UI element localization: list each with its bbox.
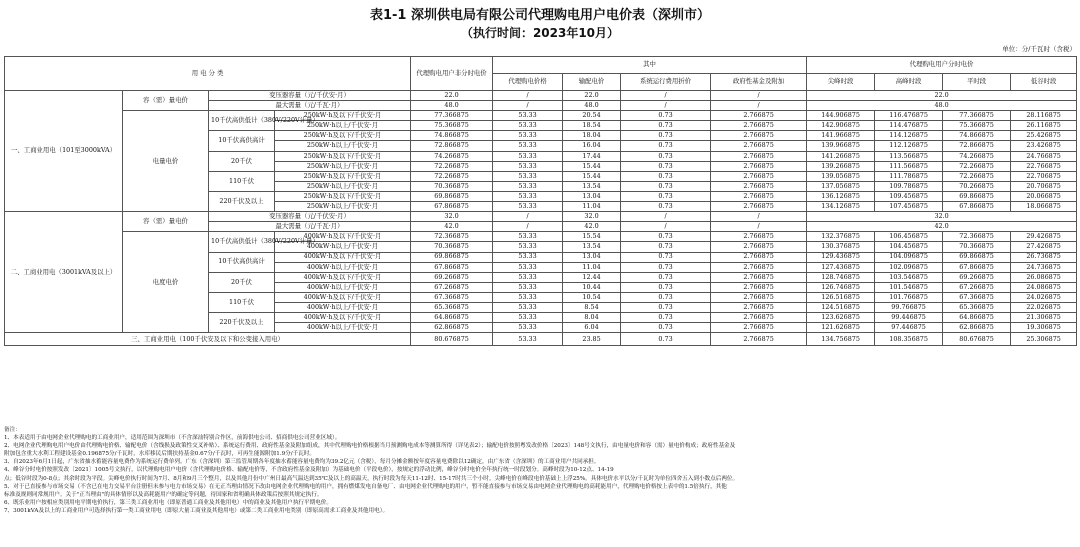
total-row xyxy=(5,333,1077,346)
cell-purchase: 53.33 xyxy=(493,282,563,292)
usage-tier-label: 400kW·h及以下/千伏安·月 xyxy=(275,292,411,302)
cell-valley: 27.426875 xyxy=(1011,242,1077,252)
cell-fund: 2.766875 xyxy=(711,111,807,121)
capacity-row xyxy=(5,91,1077,101)
cell-fund: 2.766875 xyxy=(711,272,807,282)
cell-peak: 139.266875 xyxy=(807,161,875,171)
cell-high: 109.786875 xyxy=(875,181,943,191)
cell-system: 0.73 xyxy=(621,252,711,262)
cell-fund: 2.766875 xyxy=(711,262,807,272)
cell-purchase: 53.33 xyxy=(493,333,563,346)
cell-fund: 2.766875 xyxy=(711,161,807,171)
header-valley: 低谷时段 xyxy=(1011,74,1077,91)
cell-flat: 67.266875 xyxy=(943,282,1011,292)
voltage-group-label: 20千伏 xyxy=(209,151,275,171)
cell-valley: 23.426875 xyxy=(1011,141,1077,151)
cell-non-tou: 67.866875 xyxy=(411,202,493,212)
cell-tou-merged: 22.0 xyxy=(807,91,1077,101)
header-fund: 政府性基金及附加 xyxy=(711,74,807,91)
cell-peak: 123.626875 xyxy=(807,313,875,323)
cell-non-tou: 72.866875 xyxy=(411,141,493,151)
unit-label: 单位：分/千瓦时（含税） xyxy=(1002,45,1076,53)
cell-system: / xyxy=(621,91,711,101)
cell-tou-merged: 42.0 xyxy=(807,222,1077,232)
cell-high: 104.096875 xyxy=(875,252,943,262)
cell-tou-merged: 48.0 xyxy=(807,101,1077,111)
cell-transmission: 15.44 xyxy=(563,161,621,171)
document-subtitle: （执行时间：2023年10月） xyxy=(460,26,620,40)
cell-purchase: 53.33 xyxy=(493,202,563,212)
note-line: 标准及规则同常规用户。关于"正当理由"的具体情形以及高耗能用户的确定等问题，待国家和省明确具体政策后按照其规定执行。 xyxy=(4,491,323,498)
header-purchase: 代理购电价格 xyxy=(493,74,563,91)
cell-fund: 2.766875 xyxy=(711,151,807,161)
cell-flat: 74.866875 xyxy=(943,131,1011,141)
cell-flat: 80.676875 xyxy=(943,333,1011,346)
cell-system: 0.73 xyxy=(621,262,711,272)
cell-system: 0.73 xyxy=(621,161,711,171)
cell-transmission: 32.0 xyxy=(563,212,621,222)
cell-purchase: 53.33 xyxy=(493,242,563,252)
cell-transmission: 13.54 xyxy=(563,181,621,191)
cell-flat: 70.366875 xyxy=(943,242,1011,252)
cell-fund: 2.766875 xyxy=(711,181,807,191)
cell-transmission: 23.85 xyxy=(563,333,621,346)
cell-transmission: 13.54 xyxy=(563,242,621,252)
cell-high: 114.126875 xyxy=(875,131,943,141)
cell-high: 103.546875 xyxy=(875,272,943,282)
cell-non-tou: 69.866875 xyxy=(411,191,493,201)
cell-system: 0.73 xyxy=(621,292,711,302)
usage-tier-label: 400kW·h及以下/千伏安·月 xyxy=(275,232,411,242)
cell-fund: / xyxy=(711,222,807,232)
cell-system: 0.73 xyxy=(621,333,711,346)
capacity-label: 容（需）量电价 xyxy=(123,91,209,111)
header-peak: 尖峰时段 xyxy=(807,74,875,91)
cell-transmission: 18.54 xyxy=(563,121,621,131)
cell-non-tou: 67.866875 xyxy=(411,262,493,272)
cell-transmission: 15.54 xyxy=(563,232,621,242)
cell-valley: 25.426875 xyxy=(1011,131,1077,141)
cell-peak: 134.756875 xyxy=(807,333,875,346)
cell-valley: 22.026875 xyxy=(1011,302,1077,312)
usage-tier-label: 400kW·h及以下/千伏安·月 xyxy=(275,252,411,262)
cell-system: 0.73 xyxy=(621,191,711,201)
cell-peak: 129.436875 xyxy=(807,252,875,262)
cell-system: / xyxy=(621,212,711,222)
voltage-group-label: 220千伏及以上 xyxy=(209,313,275,333)
usage-tier-label: 400kW·h以上/千伏安·月 xyxy=(275,282,411,292)
cell-non-tou: 69.266875 xyxy=(411,272,493,282)
cell-purchase: 53.33 xyxy=(493,262,563,272)
cell-peak: 134.126875 xyxy=(807,202,875,212)
usage-tier-label: 250kW·h及以下/千伏安·月 xyxy=(275,131,411,141)
cell-non-tou: 62.866875 xyxy=(411,323,493,333)
cell-transmission: 18.04 xyxy=(563,131,621,141)
cell-system: / xyxy=(621,222,711,232)
cell-purchase: 53.33 xyxy=(493,191,563,201)
cell-system: 0.73 xyxy=(621,302,711,312)
cell-flat: 67.866875 xyxy=(943,262,1011,272)
cell-system: 0.73 xyxy=(621,232,711,242)
cell-valley: 28.116875 xyxy=(1011,111,1077,121)
usage-tier-label: 400kW·h以上/千伏安·月 xyxy=(275,302,411,312)
cell-non-tou: 64.866875 xyxy=(411,313,493,323)
cell-fund: 2.766875 xyxy=(711,282,807,292)
voltage-group-label: 220千伏及以上 xyxy=(209,191,275,211)
capacity-item-label: 最大需量（元/千瓦·月） xyxy=(209,222,411,232)
cell-flat: 67.866875 xyxy=(943,202,1011,212)
note-line: 4、峰谷分时电价按照发改〔2021〕1005号文执行，以代理购电用户电价（含代理购电价格、输配电价等，不含政府性基金及附加）为基础电价（平段电价），按规定的浮动比例，峰谷分时电价全年执行统一时段划分。高峰时段为10-12点、14-19 xyxy=(4,467,614,474)
cell-valley: 22.706875 xyxy=(1011,171,1077,181)
note-line: 附加包含重大水利工程建设基金0.196875分/千瓦时，水库移民后期扶持基金0.67分/千瓦时，可再生能源附加1.9分/千瓦时。 xyxy=(4,451,316,458)
voltage-group-label: 10千伏高供低计（380V/220V计量） xyxy=(209,232,275,252)
cell-purchase: 53.33 xyxy=(493,232,563,242)
header-non-tou: 代理购电用户非分时电价 xyxy=(411,57,493,91)
note-line: 2、电网企业代理购电用户电价由代理购电价格、输配电价（含线损及政策性交叉补贴）、系统运行费用、政府性基金及附加组成，其中代理购电价格根据当月预测购电成本等测算所得（详见表2）；输配电价按照粤发改价格〔2023〕148号文执行，由电量电价和容（需）量电价构成；政府性基金及 xyxy=(4,443,736,450)
cell-transmission: 20.54 xyxy=(563,111,621,121)
cell-high: 114.476875 xyxy=(875,121,943,131)
cell-fund: 2.766875 xyxy=(711,252,807,262)
cell-fund: 2.766875 xyxy=(711,171,807,181)
cell-purchase: 53.33 xyxy=(493,151,563,161)
cell-high: 116.476875 xyxy=(875,111,943,121)
cell-purchase: 53.33 xyxy=(493,323,563,333)
cell-peak: 126.746875 xyxy=(807,282,875,292)
cell-peak: 124.516875 xyxy=(807,302,875,312)
cell-system: 0.73 xyxy=(621,272,711,282)
usage-tier-label: 250kW·h以上/千伏安·月 xyxy=(275,161,411,171)
cell-peak: 141.266875 xyxy=(807,151,875,161)
cell-high: 99.446875 xyxy=(875,313,943,323)
cell-non-tou: 65.366875 xyxy=(411,302,493,312)
cell-purchase: 53.33 xyxy=(493,121,563,131)
cell-purchase: 53.33 xyxy=(493,272,563,282)
usage-tier-label: 250kW·h以上/千伏安·月 xyxy=(275,141,411,151)
cell-transmission: 11.04 xyxy=(563,262,621,272)
note-line: 7、3001kVA及以上的工商业用户可选择执行第一类工商业用电（即原大量工商业及其他用电）或第二类工商业用电类别（即原高需求工商业及其他用电）。 xyxy=(4,507,389,514)
cell-high: 107.456875 xyxy=(875,202,943,212)
cell-fund: 2.766875 xyxy=(711,323,807,333)
cell-high: 112.126875 xyxy=(875,141,943,151)
cell-transmission: 15.44 xyxy=(563,171,621,181)
cell-valley: 19.306875 xyxy=(1011,323,1077,333)
cell-valley: 18.066875 xyxy=(1011,202,1077,212)
cell-high: 111.566875 xyxy=(875,161,943,171)
cell-high: 101.766875 xyxy=(875,292,943,302)
usage-tier-label: 250kW·h及以下/千伏安·月 xyxy=(275,111,411,121)
cell-non-tou: 80.676875 xyxy=(411,333,493,346)
cell-purchase: / xyxy=(493,212,563,222)
header-system: 系统运行费用折价 xyxy=(621,74,711,91)
cell-purchase: 53.33 xyxy=(493,302,563,312)
tariff-row xyxy=(5,111,1077,121)
cell-tou-merged: 32.0 xyxy=(807,212,1077,222)
cell-flat: 70.266875 xyxy=(943,181,1011,191)
usage-tier-label: 400kW·h以上/千伏安·月 xyxy=(275,262,411,272)
cell-fund: 2.766875 xyxy=(711,131,807,141)
cell-flat: 72.866875 xyxy=(943,141,1011,151)
cell-peak: 127.436875 xyxy=(807,262,875,272)
cell-valley: 29.426875 xyxy=(1011,232,1077,242)
cell-non-tou: 77.366875 xyxy=(411,111,493,121)
cell-high: 109.456875 xyxy=(875,191,943,201)
cell-purchase: 53.33 xyxy=(493,131,563,141)
cell-non-tou: 72.266875 xyxy=(411,171,493,181)
cell-non-tou: 42.0 xyxy=(411,222,493,232)
cell-transmission: 6.04 xyxy=(563,323,621,333)
cell-valley: 24.736875 xyxy=(1011,262,1077,272)
section-label: 二、工商业用电（3001kVA及以上） xyxy=(5,212,123,333)
header-tou: 代理购电用户分时电价 xyxy=(807,57,1077,74)
cell-peak: 137.056875 xyxy=(807,181,875,191)
cell-system: 0.73 xyxy=(621,151,711,161)
cell-purchase: / xyxy=(493,222,563,232)
note-line: 3、自2023年6月1日起，广东省抽水蓄能容量电费作为系统运行费单列。广东（含深圳）第三监管周期各年度抽水蓄能容量电费均为39.2亿元（含税），每月分摊金额按年度容量电费除以12确定，由广东省（含深圳）的工商业用户共同承担。 xyxy=(4,459,600,466)
cell-valley: 25.306875 xyxy=(1011,333,1077,346)
cell-system: 0.73 xyxy=(621,242,711,252)
note-line: 点；低谷时段为0-8点；其余时段为平段。尖峰电价执行时间为7月、8月和9月三个整月，以及其他月份中广州日最高气温达到35℃及以上的高温天，执行时段为每天11-12时、15-17时共三个小时。尖峰电价在峰段电价基础上上浮25%。具体电价水平以分/千瓦时为单位四舍五入到小数点后两位。 xyxy=(4,475,739,482)
voltage-group-label: 10千伏高供高计 xyxy=(209,252,275,272)
cell-system: 0.73 xyxy=(621,313,711,323)
cell-transmission: 42.0 xyxy=(563,222,621,232)
cell-valley: 22.766875 xyxy=(1011,161,1077,171)
cell-fund: 2.766875 xyxy=(711,292,807,302)
cell-flat: 77.366875 xyxy=(943,111,1011,121)
cell-flat: 64.866875 xyxy=(943,313,1011,323)
usage-tier-label: 250kW·h及以下/千伏安·月 xyxy=(275,191,411,201)
usage-tier-label: 400kW·h及以下/千伏安·月 xyxy=(275,272,411,282)
cell-fund: 2.766875 xyxy=(711,141,807,151)
cell-peak: 121.626875 xyxy=(807,323,875,333)
cell-valley: 24.086875 xyxy=(1011,282,1077,292)
cell-flat: 65.366875 xyxy=(943,302,1011,312)
cell-peak: 136.126875 xyxy=(807,191,875,201)
document-title: 表1-1 深圳供电局有限公司代理购电用户电价表（深圳市） xyxy=(369,8,710,23)
cell-transmission: 8.04 xyxy=(563,313,621,323)
cell-peak: 139.966875 xyxy=(807,141,875,151)
usage-tier-label: 250kW·h以上/千伏安·月 xyxy=(275,181,411,191)
cell-fund: 2.766875 xyxy=(711,242,807,252)
cell-purchase: 53.33 xyxy=(493,292,563,302)
usage-tier-label: 400kW·h及以下/千伏安·月 xyxy=(275,313,411,323)
cell-valley: 24.026875 xyxy=(1011,292,1077,302)
cell-non-tou: 70.366875 xyxy=(411,181,493,191)
note-line: 5、对于已直接参与市场交易（不含已在电力交易平台注册但未参与电力市场交易）在无正当理由情况下改由电网企业代理购电的用户，拥有燃煤发电自备电厂、由电网企业代理购电的用户，暂不能直接参与市场交易由电网企业代理购电的高耗能用户，代理购电价格按上表中的1.5倍执行，其他 xyxy=(4,483,727,490)
cell-purchase: 53.33 xyxy=(493,141,563,151)
cell-fund: 2.766875 xyxy=(711,232,807,242)
cell-flat: 69.866875 xyxy=(943,191,1011,201)
cell-system: 0.73 xyxy=(621,282,711,292)
cell-valley: 26.736875 xyxy=(1011,252,1077,262)
cell-non-tou: 69.866875 xyxy=(411,252,493,262)
cell-high: 97.446875 xyxy=(875,323,943,333)
cell-system: 0.73 xyxy=(621,323,711,333)
cell-fund: / xyxy=(711,101,807,111)
cell-high: 111.786875 xyxy=(875,171,943,181)
cell-fund: 2.766875 xyxy=(711,333,807,346)
cell-non-tou: 22.0 xyxy=(411,91,493,101)
cell-flat: 74.266875 xyxy=(943,151,1011,161)
cell-valley: 20.706875 xyxy=(1011,181,1077,191)
voltage-group-label: 110千伏 xyxy=(209,171,275,191)
cell-high: 102.096875 xyxy=(875,262,943,272)
energy-label: 电度电价 xyxy=(123,232,209,333)
header-high: 高峰时段 xyxy=(875,74,943,91)
cell-system: 0.73 xyxy=(621,111,711,121)
cell-fund: / xyxy=(711,212,807,222)
cell-valley: 24.766875 xyxy=(1011,151,1077,161)
usage-tier-label: 250kW·h以上/千伏安·月 xyxy=(275,121,411,131)
cell-transmission: 8.54 xyxy=(563,302,621,312)
note-line: 1、本表适用于由电网企业代理购电的工商业用户，适用范围为深圳市（不含深汕特别合作区，前海供电公司、招商供电公司营业区域）。 xyxy=(4,435,341,442)
cell-transmission: 12.44 xyxy=(563,272,621,282)
cell-peak: 126.516875 xyxy=(807,292,875,302)
cell-system: 0.73 xyxy=(621,121,711,131)
cell-transmission: 48.0 xyxy=(563,101,621,111)
cell-transmission: 10.54 xyxy=(563,292,621,302)
cell-valley: 20.066875 xyxy=(1011,191,1077,201)
header-of-which: 其中 xyxy=(493,57,807,74)
tariff-row xyxy=(5,232,1077,242)
cell-flat: 69.266875 xyxy=(943,272,1011,282)
cell-transmission: 17.44 xyxy=(563,151,621,161)
notes-heading: 备注： xyxy=(4,427,21,433)
voltage-group-label: 20千伏 xyxy=(209,272,275,292)
total-row-label: 三、工商业用电（100千伏安及以下和公变接入用电） xyxy=(5,333,411,346)
cell-system: 0.73 xyxy=(621,171,711,181)
cell-high: 99.766875 xyxy=(875,302,943,312)
cell-non-tou: 72.366875 xyxy=(411,232,493,242)
cell-high: 106.456875 xyxy=(875,232,943,242)
note-line: 6、既乐业用户按相应类别用电平期电价执行，第三类工商业用电（即原普通工商业及其他用电）中的商业及其他用户执行平期电价。 xyxy=(4,499,332,506)
cell-peak: 132.376875 xyxy=(807,232,875,242)
cell-non-tou: 48.0 xyxy=(411,101,493,111)
cell-high: 113.566875 xyxy=(875,151,943,161)
cell-non-tou: 32.0 xyxy=(411,212,493,222)
cell-high: 104.456875 xyxy=(875,242,943,252)
cell-high: 101.546875 xyxy=(875,282,943,292)
cell-flat: 72.266875 xyxy=(943,161,1011,171)
cell-flat: 67.366875 xyxy=(943,292,1011,302)
capacity-row xyxy=(5,212,1077,222)
capacity-item-label: 最大需量（元/千瓦·月） xyxy=(209,101,411,111)
cell-fund: 2.766875 xyxy=(711,302,807,312)
cell-fund: 2.766875 xyxy=(711,121,807,131)
cell-transmission: 11.04 xyxy=(563,202,621,212)
voltage-group-label: 110千伏 xyxy=(209,292,275,312)
capacity-label: 容（需）量电价 xyxy=(123,212,209,232)
cell-system: 0.73 xyxy=(621,141,711,151)
cell-non-tou: 70.366875 xyxy=(411,242,493,252)
cell-transmission: 13.04 xyxy=(563,252,621,262)
header-row-1 xyxy=(5,57,1077,74)
cell-peak: 141.966875 xyxy=(807,131,875,141)
cell-non-tou: 72.266875 xyxy=(411,161,493,171)
section-label: 一、工商业用电（101至3000kVA） xyxy=(5,91,123,212)
energy-label: 电量电价 xyxy=(123,111,209,212)
usage-tier-label: 250kW·h及以下/千伏安·月 xyxy=(275,171,411,181)
cell-flat: 69.866875 xyxy=(943,252,1011,262)
header-category: 用 电 分 类 xyxy=(5,57,411,91)
cell-system: 0.73 xyxy=(621,202,711,212)
capacity-item-label: 变压器容量（元/千伏安·月） xyxy=(209,212,411,222)
cell-purchase: 53.33 xyxy=(493,181,563,191)
cell-peak: 130.376875 xyxy=(807,242,875,252)
usage-tier-label: 400kW·h以上/千伏安·月 xyxy=(275,242,411,252)
cell-fund: / xyxy=(711,91,807,101)
cell-purchase: 53.33 xyxy=(493,161,563,171)
voltage-group-label: 10千伏高供低计（380V/220V计量） xyxy=(209,111,275,131)
cell-fund: 2.766875 xyxy=(711,202,807,212)
cell-non-tou: 74.866875 xyxy=(411,131,493,141)
cell-purchase: / xyxy=(493,91,563,101)
voltage-group-label: 10千伏高供高计 xyxy=(209,131,275,151)
cell-non-tou: 74.266875 xyxy=(411,151,493,161)
cell-non-tou: 67.366875 xyxy=(411,292,493,302)
cell-flat: 72.366875 xyxy=(943,232,1011,242)
header-transmission: 输配电价 xyxy=(563,74,621,91)
cell-purchase: 53.33 xyxy=(493,171,563,181)
cell-flat: 62.866875 xyxy=(943,323,1011,333)
cell-transmission: 22.0 xyxy=(563,91,621,101)
cell-peak: 139.056875 xyxy=(807,171,875,181)
cell-peak: 128.746875 xyxy=(807,272,875,282)
cell-purchase: 53.33 xyxy=(493,313,563,323)
cell-non-tou: 75.366875 xyxy=(411,121,493,131)
cell-valley: 26.086875 xyxy=(1011,272,1077,282)
cell-high: 108.356875 xyxy=(875,333,943,346)
header-flat: 平时段 xyxy=(943,74,1011,91)
cell-peak: 144.906875 xyxy=(807,111,875,121)
cell-transmission: 16.04 xyxy=(563,141,621,151)
cell-valley: 26.116875 xyxy=(1011,121,1077,131)
cell-flat: 75.366875 xyxy=(943,121,1011,131)
cell-fund: 2.766875 xyxy=(711,313,807,323)
usage-tier-label: 400kW·h以上/千伏安·月 xyxy=(275,323,411,333)
cell-transmission: 10.44 xyxy=(563,282,621,292)
usage-tier-label: 250kW·h及以下/千伏安·月 xyxy=(275,151,411,161)
cell-fund: 2.766875 xyxy=(711,191,807,201)
cell-purchase: 53.33 xyxy=(493,252,563,262)
cell-valley: 21.306875 xyxy=(1011,313,1077,323)
tariff-table xyxy=(4,56,1077,346)
cell-transmission: 13.04 xyxy=(563,191,621,201)
cell-non-tou: 67.266875 xyxy=(411,282,493,292)
usage-tier-label: 250kW·h以上/千伏安·月 xyxy=(275,202,411,212)
cell-purchase: / xyxy=(493,101,563,111)
cell-system: / xyxy=(621,101,711,111)
cell-system: 0.73 xyxy=(621,131,711,141)
cell-peak: 142.906875 xyxy=(807,121,875,131)
cell-flat: 72.266875 xyxy=(943,171,1011,181)
cell-system: 0.73 xyxy=(621,181,711,191)
notes-section xyxy=(4,426,1076,515)
cell-purchase: 53.33 xyxy=(493,111,563,121)
capacity-item-label: 变压器容量（元/千伏安·月） xyxy=(209,91,411,101)
tariff-table-body xyxy=(5,57,1077,346)
